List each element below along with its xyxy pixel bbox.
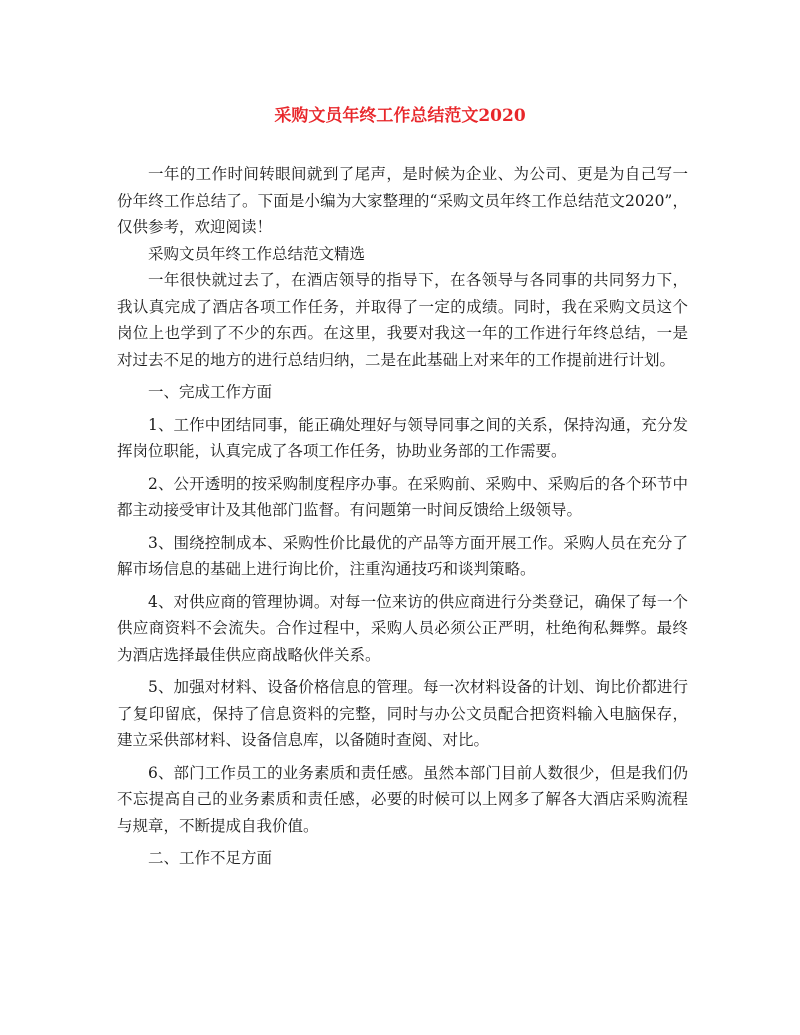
document-body: [117, 161, 688, 872]
list-item-2: 2、公开透明的按采购制度程序办事。在采购前、采购中、采购后的各个环节中都主动接受审计及其他部门监督。有问题第一时间反馈给上级领导。: [117, 474, 688, 519]
list-item-6: 6、部门工作员工的业务素质和责任感。虽然本部门目前人数很少，但是我们仍不忘提高自己的业务素质和责任感，必要的时候可以上网多了解各大酒店采购流程与规章，不断提成自我价值。: [117, 763, 688, 835]
list-item-5: 5、加强对材料、设备价格信息的管理。每一次材料设备的计划、询比价都进行了复印留底，保持了信息资料的完整，同时与办公文员配合把资料输入电脑保存，建立采供部材料、设备信息库，以备随时查阅、对比。: [117, 678, 688, 749]
intro-paragraph: 一年的工作时间转眼间就到了尾声，是时候为企业、为公司、更是为自己写一份年终工作总结了。下面是小编为大家整理的“采购文员年终工作总结范文2020”，仅供参考，欢迎阅读！: [117, 165, 688, 236]
list-item-3: 3、围绕控制成本、采购性价比最优的产品等方面开展工作。采购人员在充分了解市场信息的基础上进行询比价，注重沟通技巧和谈判策略。: [117, 533, 688, 578]
overview-paragraph: 一年很快就过去了，在酒店领导的指导下，在各领导与各同事的共同努力下，我认真完成了酒店各项工作任务，并取得了一定的成绩。同时，我在采购文员这个岗位上也学到了不少的东西。在这里，我要对我这一年的工作进行年终总结，一是对过去不足的地方的进行总结归纳，二是在此基础上对来年的工作提前进行计划。: [117, 271, 688, 369]
list-item-1: 1、工作中团结同事，能正确处理好与领导同事之间的关系，保持沟通，充分发挥岗位职能，认真完成了各项工作任务，协助业务部的工作需要。: [117, 415, 688, 460]
section-heading-completed-work: 一、完成工作方面: [148, 383, 273, 401]
subheading-selection: 采购文员年终工作总结范文精选: [148, 244, 366, 263]
section-heading-shortcomings: 二、工作不足方面: [148, 849, 273, 867]
document-title: 采购文员年终工作总结范文2020: [274, 106, 526, 126]
list-item-4: 4、对供应商的管理协调。对每一位来访的供应商进行分类登记，确保了每一个供应商资料不会流失。合作过程中，采购人员必须公正严明，杜绝徇私舞弊。最终为酒店选择最佳供应商战略伙伴关系。: [117, 592, 688, 664]
